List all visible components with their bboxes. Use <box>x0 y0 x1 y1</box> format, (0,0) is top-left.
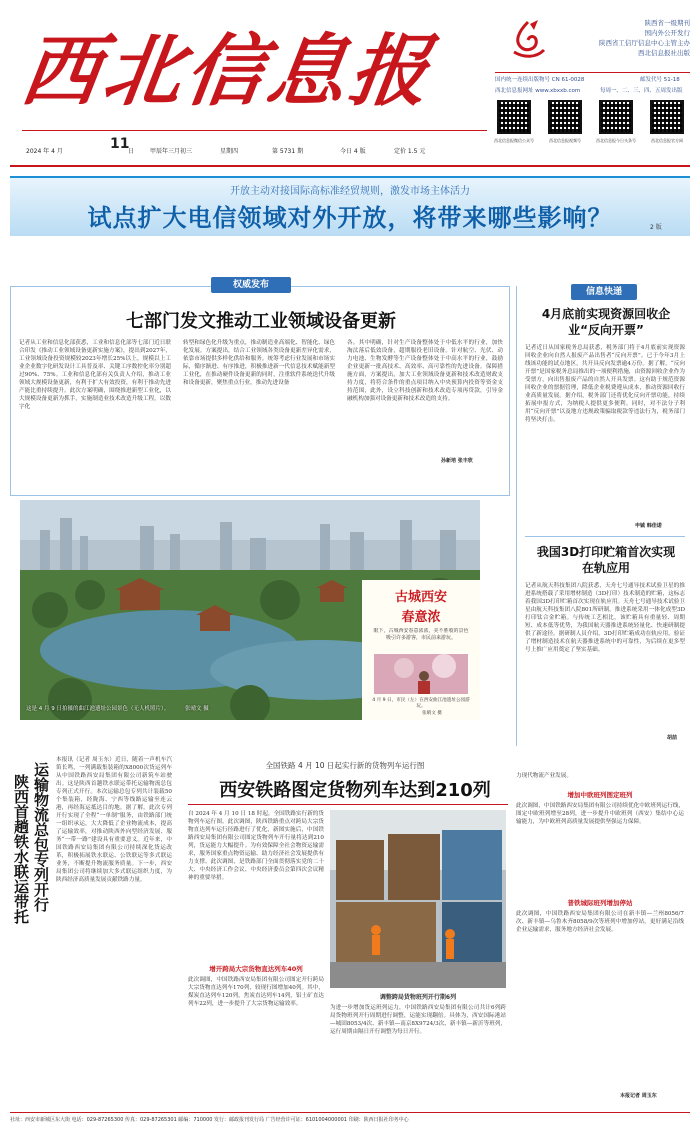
release-article <box>10 280 510 496</box>
release-tag: 权威发布 <box>211 277 291 293</box>
rail-photo-caption: 调整跨局货物班列开行期6列 <box>379 994 457 1001</box>
dateline-day: 11 <box>110 136 130 152</box>
dateline-rule-top <box>22 130 487 131</box>
rail-sub2: 增加中欧班列图定班列 <box>567 791 633 799</box>
dateline <box>22 134 487 155</box>
info-line: 国内外公开发行 <box>644 29 690 37</box>
rail-photo <box>330 810 506 988</box>
qr-label: 西北信息报微信公众号 <box>494 138 534 143</box>
dateline-issue: 第 5731 期 <box>272 148 304 155</box>
banner-kicker: 开放主动对接国际高标准经贸规则，激发市场主体活力 <box>230 186 470 197</box>
panel-title-2: 春意浓 <box>401 610 441 625</box>
release-col2: 转型和绿色化升级为重点，推动制造业高端化、智能化、绿色化发展。方案提出，结合工业领域各类设备更新差异化需求，依靠市场提供多样化供给和服务。统筹考虑行业发展和市场实际，循序渐进、有序推进，积极推进新一代信息技术赋能新型工业化，在推动硬件设备更新的同时，注重软件系统迭代升级和设备更新，聚焦重点行业，推动先进设备 <box>183 340 335 386</box>
schedule-text: 每周一、二、三、四、五周发出版 <box>600 88 683 94</box>
rail-body-left: 自 2024 年 4 月 10 日 18 时起，全国铁路实行新的货物列车运行图。此次调图，陕西铁路重点对跨局大宗货物直达列车运行径路进行了优化，新图实施后，中国铁路西安局集团有限公司图定货物列车开行量将达到210列，货运能力大幅提升。为有效保障全社会物资运输需求，服务国家重点物资运输、助力经济社会发展提供有力支撑。此次调图，是铁路部门全面贯彻落实党的二十大、中央经济工作会议、中央经济委员会第四次会议精神的重要举措。 <box>188 811 324 881</box>
panel-caption: 眼下，古城西安春意浓浓，美不胜收的景色吸引许多游客，市民前来游玩。 <box>373 628 469 641</box>
release-authors: 孙新培 张丰欣 <box>441 458 473 464</box>
masthead-info <box>560 18 690 58</box>
vertical-body: 本报讯（记者 周玉东）近日，随着一声机车汽笛长鸣，一列满载集装箱的X8000次货运列车从中国铁路西安局集团有限公司新筑车站驶出。这是陕西首趟铁水联运带托运输物流总包专列正式开行。本次运输总包专列共计装载50个集装箱，经陇海、宁西等线路运输至连云港，再经海运抵达目的地。据了解，此次专列开行实现了全程“一单制”服务，由铁路部门统一组织承运，大大降低了企业物流成本，提高了运输效率，对推动陕西外向型经济发展、服务“一带一路”建设具有重要意义。近年来，中国铁路西安局集团有限公司持续深化货运改革，积极拓展铁水联运、公铁联运等多式联运业务，不断提升物流服务质量。下一步，西安局集团公司将继续加大多式联运组织力度，为陕西经济高质量发展贡献铁路力量。 <box>56 757 172 883</box>
issn-text: 国内统一连续出版物号 CN 61-0028 <box>495 77 585 83</box>
rail-body-left2: 此次调图，中国铁路西安局集团有限公司图定开行跨局大宗货物直达列车170列，较现行图增加40列。其中，煤炭直达列车120列，焦炭直达列车14列，铝土矿直达列车22列，进一步提升了大宗货物运输效率。 <box>188 977 324 1007</box>
vertical-title-1: 运输物流总包专列开行 <box>32 762 50 912</box>
release-col1: 记者从工业和信息化部获悉，工业和信息化部等七部门近日联合印发《推动工业领域设备更新实施方案》，提出到2027年，工业领域设备投资规模较2023年增长25%以上，规模以上工业企业数字化研发设计工具普及率、关键工序数控化率分别超过90%、75%。工业和信息化部有关负责人介绍，推动工业领域大规模设备更新，有利于扩大有效投资，有利于推动先进产能比重持续提升。此次方案明确，围绕推进新型工业化，以大规模设备更新为抓手，实施制造业技术改造升级工程，以数字化 <box>19 340 171 410</box>
story2-body: 记者从航天科技集团八院获悉，天舟七号通导技术试验卫星的推进系统搭载了采用增材制造（3D打印）技术制造的贮箱，这标志着我国3D打印贮箱首次实现在轨应用。天舟七号通导技术试验卫星由航天科技集团八院801所研制，推进系统采用一体化成型3D打印钛合金贮箱。与传统工艺相比，该贮箱具有重量轻、周期短、成本低等优势，为我国航天器推进系统轻量化、快速研制提供了新途径。据研制人员介绍，3D打印贮箱成功在轨应用，验证了增材制造技术在航天器推进系统中的可靠性，为后续在更多型号上推广应用奠定了坚实基础。 <box>525 583 685 653</box>
dateline-pages: 今日 4 版 <box>340 148 366 155</box>
dateline-lunar: 甲辰年三月初三 <box>150 148 193 155</box>
rail-sub3: 普铁城际班列增加停站 <box>567 899 633 907</box>
qr-label: 西北信息报今日头条号 <box>596 138 636 143</box>
story1-authors: 申铖 韩佳诺 <box>635 523 662 529</box>
inset-credit: 张晴文 摄 <box>422 711 442 716</box>
panel-title-1: 古城西安 <box>394 590 447 605</box>
footer-text: 社址：西安市新城区东大街 电话：029-87265300 传真：029-87265301 邮编：710000 发行：邮政报刊发行局 广告经营许可证：6101004000001 印刷：陕西日报社印务中心 <box>10 1117 409 1123</box>
qr-code-icon <box>599 100 633 134</box>
masthead <box>0 0 700 170</box>
rail-body-right2: 此次调图，中国铁路西安局集团有限公司在新丰镇—兰州8056/7次、新丰镇—乌鲁木齐8058/9次等班列中增加停站，更好满足沿线企业运输需求，服务地方经济社会发展。 <box>516 911 684 933</box>
website-text: 西北信息报网址 www.xbxxb.com <box>495 88 581 94</box>
masthead-rule <box>495 72 690 73</box>
story1-headline: 4月底前实现资源回收企业“反向开票” <box>541 307 671 337</box>
photo-panel <box>362 580 480 720</box>
rail-body-right3: 力现代物流产业发展。 <box>516 773 572 779</box>
news-sidebar <box>516 286 690 746</box>
dateline-price: 定价 1.5 元 <box>394 148 426 155</box>
qr-code-icon <box>548 100 582 134</box>
banner-headline: 试点扩大电信领域对外开放，将带来哪些影响？ <box>87 204 613 232</box>
release-headline: 七部门发文推动工业领域设备更新 <box>126 311 396 332</box>
banner-page-ref: 2 版 <box>650 224 662 231</box>
photo-caption <box>26 704 209 712</box>
vertical-story <box>10 756 174 1086</box>
qr-label: 西北信息报视频号 <box>549 138 581 143</box>
headline-banner <box>10 176 690 236</box>
inset-photo <box>374 654 468 694</box>
rail-body-right1: 此次调图，中国铁路西安局集团有限公司持续优化中欧班列运行线，图定中欧班列增至28列，进一步提升中欧班列（西安）集结中心运输能力，为中欧班列高质量发展提供坚强运力保障。 <box>516 803 684 825</box>
sidebar-divider <box>525 536 685 537</box>
info-line: 陕西省一级期刊 <box>644 19 690 27</box>
masthead-bottom-rule <box>10 165 690 167</box>
qr-label: 西北信息报官方网 <box>651 138 683 143</box>
masthead-title: 西北信息报 <box>15 26 439 117</box>
qr-code-icon <box>650 100 684 134</box>
rail-headline: 西安铁路图定货物列车达到210列 <box>219 780 491 801</box>
rail-head-rule <box>188 804 508 805</box>
qr-code-icon <box>497 100 531 134</box>
rail-authors: 本报记者 周玉东 <box>620 1093 657 1099</box>
dateline-day-suffix: 日 <box>128 148 135 155</box>
dateline-year-month: 2024 年 4 月 <box>26 148 63 155</box>
rail-story <box>180 756 690 1106</box>
rail-sub1: 增开跨局大宗货物直达列车40列 <box>209 965 303 973</box>
dateline-weekday: 星期四 <box>220 148 239 155</box>
rail-kicker: 全国铁路 4 月 10 日起实行新的货物列车运行图 <box>265 761 425 770</box>
vertical-title-2: 陕西首趟铁水联运带托 <box>12 774 30 924</box>
story2-authors: 胡喆 <box>667 735 678 741</box>
sidebar-tag: 信息快递 <box>571 284 637 300</box>
info-line: 陕西省工信厅信息中心主管主办 <box>599 39 690 47</box>
info-line: 西北信息报社出版 <box>638 49 690 57</box>
photo-main-caption: 这是 4 月 9 日拍摄的曲江池遗址公园景色（无人机照片）。 <box>26 706 170 712</box>
paper-logo-icon <box>508 18 548 64</box>
rail-body-mid: 为进一步增加货运班列运力，中国铁路西安局集团有限公司共计6列跨局货物班列开行周期进行调整，运能实现翻倍。具体为，西安国际港站—城固8053/4次、新丰镇—南京8X9724/3次、新丰镇—新沂等班列，运行周期由隔日开行调整为每日开行。 <box>330 1005 506 1035</box>
footer-rule <box>10 1112 690 1113</box>
photo-main-credit: 张晴文 摄 <box>185 706 209 712</box>
release-col3: 各。其中明确，针对生产设备整体处于中低水平的行业，加快淘汰落后低效设备，超期服役老旧设备。针对航空、光伏、动力电池、生物发酵等生产设备整体处于中高水平的行业，鼓励企业更新一批高技术、高效率、高可靠性的先进设备。保障措施方面，方案提出，加大工业领域设备更新和技术改造财政支持力度，将符合条件的重点项目纳入中央预算内投资等资金支持范围，此外，设立科技创新和技术改造专项再贷款，引导金融机构加强对设备更新和技术改造的支持。 <box>347 340 503 402</box>
story2-headline: 我国3D打印贮箱首次实现在轨应用 <box>536 545 676 575</box>
inset-caption: 4 月 9 日，市民（左）在西安曲江池遗址公园游玩。 <box>372 698 470 709</box>
postcode-text: 邮发代号 51-18 <box>640 77 680 83</box>
story1-body: 记者近日从国家税务总局获悉，税务部门将于4月底前实现资源回收企业向自然人报废产品出售者“反向开票”。已于今年3月上线该功能的试点地区，共开具反向发票逾4万份。据了解，“反向开票”是国家税务总局推出的一项便利措施，由资源回收企业作为受票方，向出售报废产品的自然人开具发票。这有助于规范资源回收企业的票据管理，降低企业税费遵从成本，推动资源回收行业高质量发展。据介绍，税务部门还将优化反向开票功能，持续拓展申报方式，为纳税人提供更多便利。同时，对不法分子利用“反向开票”以及地方违规政策骗取税款等违法行为，税务部门将坚决打击。 <box>525 345 685 423</box>
